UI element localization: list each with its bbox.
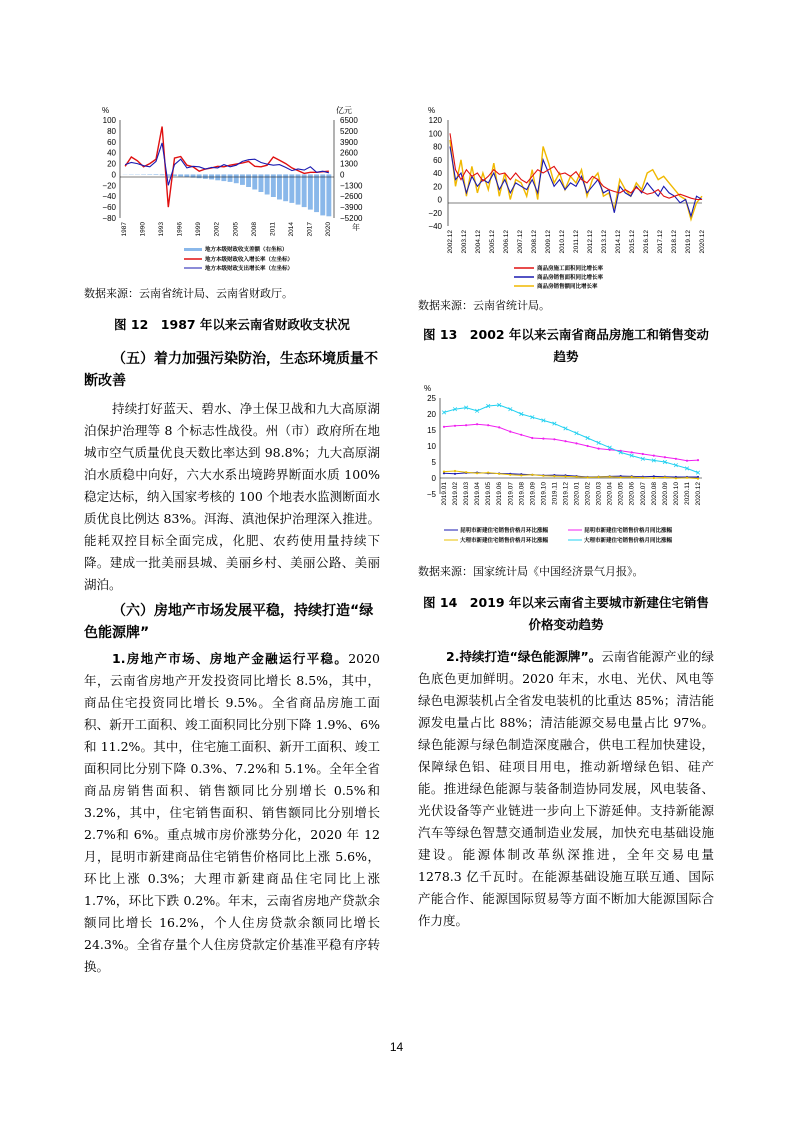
y-tick-left: 80 <box>107 126 116 136</box>
x-tick-label: 2019.10 <box>540 482 548 506</box>
data-point <box>487 424 489 426</box>
section5-body: 持续打好蓝天、碧水、净土保卫战和九大高原湖泊保护治理等 8 个标志性战役。州（市）政府所在地城市空气质量优良天数比率达到 98.8%；九大高原湖泊水质稳中向好，六大水系出境跨界断面水质 100%稳定达标，纳入国家考核的 100 个地表水监测断面水质优良比例达 83%。洱海、滇池保护治理深入推进。能耗双控目标全面完成，化肥、农药使用量持续下降。建成一批美丽县城、美丽乡村、美丽公路、美丽湖泊。 <box>84 401 380 592</box>
balance-bar <box>178 174 183 176</box>
data-point <box>531 474 533 476</box>
data-point <box>531 437 533 439</box>
data-point <box>487 472 489 474</box>
x-tick-label: 2020.12 <box>699 230 706 254</box>
y-tick-left: −40 <box>102 192 116 202</box>
x-tick-label: 2014 <box>287 222 295 237</box>
left-column <box>84 104 380 978</box>
y-tick-left: −80 <box>102 214 116 223</box>
balance-bar <box>277 174 282 199</box>
x-tick-label: 2015.12 <box>629 230 636 254</box>
data-point <box>454 473 456 475</box>
kunming-yoy-line <box>444 424 698 461</box>
data-point <box>443 471 445 473</box>
y-tick-right: 3900 <box>340 137 358 147</box>
unit-label: % <box>428 106 436 115</box>
x-tick-label: 2019.08 <box>518 482 526 506</box>
x-tick-label: 2007.12 <box>517 230 524 254</box>
balance-bar <box>289 174 294 203</box>
data-point <box>476 423 478 425</box>
legend-label-kunming-mom: 昆明市新建住宅销售价格月环比涨幅 <box>460 528 549 534</box>
data-point <box>664 476 666 478</box>
x-tick-label: 2020.03 <box>595 482 603 506</box>
y-tick: 10 <box>427 442 436 451</box>
green-energy-lead: 2.持续打造“绿色能源牌”。 <box>446 649 602 664</box>
data-point <box>664 456 666 458</box>
x-tick-label: 2019.01 <box>441 482 448 506</box>
data-point <box>686 460 688 462</box>
legend-label-dali-yoy: 大理市新建住宅销售价格月同比涨幅 <box>584 538 673 544</box>
x-tick-label: 2008 <box>250 222 258 237</box>
green-energy-body: 云南省能源产业的绿色底色更加鲜明。2020 年末，水电、光伏、风电等绿色电源装机占全省发电装机的比重达 85%；清洁能源发电量占比 88%；清洁能源交易电量占比 97%。绿色能源与绿色制造深度融合，供电工程加快建设，保障绿色铝、硅项目用电，推动新增绿色铝、硅产能。推进绿色能源与装备制造协同发展，风电装备、光伏设备等产业链进一步向上下游延伸。支持新能源汽车等绿色智慧交通制造业发展，加快充电基础设施建设。能源体制改革纵深推进，全年交易电量 1278.3 亿千瓦时。在能源基础设施互联互通、国际产能合作、能源国际贸易等方面不断加大能源国际合作力度。 <box>418 649 714 928</box>
legend <box>514 264 604 290</box>
balance-bar <box>252 174 257 189</box>
data-point <box>587 476 589 478</box>
green-energy-paragraph <box>418 646 714 932</box>
data-point <box>553 475 555 477</box>
fig13-caption: 图 13 2002 年以来云南省商品房施工和销售变动趋势 <box>423 327 709 364</box>
balance-bar <box>314 174 319 212</box>
data-point <box>653 477 655 479</box>
balance-bar <box>271 174 276 197</box>
data-point <box>631 451 633 453</box>
balance-bar <box>246 174 251 187</box>
y-tick: −20 <box>428 208 442 218</box>
data-point <box>587 445 589 447</box>
balance-bar <box>308 174 313 209</box>
y-tick: 5 <box>431 458 436 467</box>
balance-bars <box>123 174 332 216</box>
x-tick-label: 2019.06 <box>496 482 504 506</box>
legend <box>444 526 673 544</box>
balance-bar <box>154 174 159 175</box>
data-point <box>564 475 566 477</box>
left-unit-label: % <box>102 106 110 115</box>
x-tick-label: 2008.12 <box>531 230 538 254</box>
x-tick-label: 2005.12 <box>489 230 496 254</box>
y-tick-right: 2600 <box>340 148 358 158</box>
x-tick-label: 2018.12 <box>671 230 678 254</box>
x-tick-label: 2020.02 <box>584 482 592 506</box>
x-tick-label: 2014.12 <box>615 230 622 254</box>
section6-title: （六）房地产市场发展平稳，持续打造“绿色能源牌” <box>84 603 374 641</box>
balance-bar <box>203 174 208 178</box>
fig14-caption: 图 14 2019 年以来云南省主要城市新建住宅销售价格变动趋势 <box>423 595 709 632</box>
data-point <box>498 426 500 428</box>
real-estate-body: 2020 年，云南省房地产开发投资同比增长 8.5%，其中，商品住宅投资同比增长 9.5%。全省商品房施工面积、新开工面积、竣工面积同比分别下降 1.9%、6%和 11.2%。其中，住宅施工面积、新开工面积、竣工面积同比分别下降 0.3%、7.2%和 5.1%。全年全省商品房销售面积、销售额同比分别增长 0.5%和 3.2%，其中，住宅销售面积、销售额同比分别增长 2.7%和 6%。重点城市房价涨势分化，2020 年 12 月，昆明市新建商品住宅销售价格同比上涨 5.6%，环比上涨 0.3%；大理市新建商品住宅同比上涨 1.7%，环比下跌 0.2%。年末，云南省房地产贷款余额同比增长 16.2%，个人住房贷款余额同比增长 24.3%。全省存量个人住房贷款定价基准平稳有序转换。 <box>84 651 380 974</box>
x-tick-label: 2019.04 <box>474 482 482 506</box>
y-tick-left: 40 <box>107 148 116 158</box>
y-tick-right: −1300 <box>340 181 363 191</box>
x-tick-label: 2003.12 <box>461 230 468 254</box>
x-tick-label: 2012.12 <box>587 230 594 254</box>
data-point <box>454 425 456 427</box>
real-estate-paragraph <box>84 648 380 978</box>
y-tick-left: 100 <box>102 116 116 125</box>
data-point <box>675 477 677 479</box>
data-point <box>575 431 579 435</box>
y-tick: 120 <box>428 116 442 125</box>
legend-label-expenditure: 地方本级财政支出增长率（左坐标） <box>205 266 294 272</box>
data-point <box>520 474 522 476</box>
x-tick-label: 2005 <box>232 222 240 237</box>
x-tick-label: 2009.12 <box>545 230 552 254</box>
balance-bar <box>265 174 270 194</box>
x-tick-label: 2020.01 <box>573 482 581 506</box>
balance-bar <box>147 174 152 175</box>
balance-bar <box>221 174 226 181</box>
data-point <box>609 449 611 451</box>
x-tick-label: 2019.11 <box>551 482 559 506</box>
y-tick-left: −60 <box>102 203 116 213</box>
dali-yoy-line <box>444 405 698 473</box>
balance-bar <box>184 174 189 177</box>
data-point <box>520 434 522 436</box>
legend-label-kunming-yoy: 昆明市新建住宅销售价格月同比涨幅 <box>584 528 673 534</box>
legend-label-construction: 商品房施工面积同比增长率 <box>537 266 604 272</box>
data-point <box>686 477 688 479</box>
section5-title: （五）着力加强污染防治，生态环境质量不断改善 <box>84 351 378 389</box>
legend-label-balance: 地方本级财政收支差额（右坐标） <box>205 247 288 253</box>
data-point <box>564 427 568 431</box>
x-tick-label: 2011 <box>269 222 277 236</box>
y-tick: 0 <box>437 195 442 205</box>
x-tick-label: 2013.12 <box>601 230 608 254</box>
right-column <box>418 104 714 932</box>
fig12-caption: 图 12 1987 年以来云南省财政收支状况 <box>114 317 350 332</box>
legend-swatch-balance <box>184 248 202 251</box>
data-point <box>476 472 478 474</box>
y-tick-left: 20 <box>107 159 116 169</box>
x-tick-label: 2020.06 <box>628 482 636 506</box>
y-tick: 100 <box>428 129 442 139</box>
balance-bar <box>302 174 307 207</box>
real-estate-lead: 1.房地产市场、房地产金融运行平稳。 <box>112 651 349 666</box>
x-tick-label: 2020.12 <box>695 482 702 506</box>
data-point <box>553 438 555 440</box>
y-tick: 60 <box>433 155 442 165</box>
data-point <box>597 441 601 445</box>
data-point <box>697 478 699 480</box>
x-tick-label: 2020.04 <box>606 482 614 506</box>
x-tick-label: 2006.12 <box>503 230 510 254</box>
y-tick-right: 5200 <box>340 126 358 136</box>
y-tick: 20 <box>427 410 436 419</box>
x-tick-label: 1999 <box>195 222 203 237</box>
x-tick-label: 2010.12 <box>559 230 566 254</box>
y-axis-ticks <box>427 394 437 499</box>
y-tick: −5 <box>426 490 436 499</box>
legend-label-dali-mom: 大理市新建住宅销售价格月环比涨幅 <box>460 538 549 544</box>
data-point <box>542 475 544 477</box>
data-point <box>598 476 600 478</box>
fig13-source: 数据来源：云南省统计局。 <box>418 299 550 312</box>
y-axis-right-ticks <box>340 116 363 223</box>
y-tick-right: −2600 <box>340 192 363 202</box>
x-tick-label: 1996 <box>176 222 184 237</box>
x-tick-label: 2020.11 <box>684 482 691 506</box>
y-tick-left: −20 <box>102 181 116 191</box>
data-point <box>465 471 467 473</box>
y-tick: 40 <box>433 169 442 178</box>
x-axis-labels <box>441 482 702 506</box>
data-point <box>609 476 611 478</box>
legend-label-sales-area: 商品房销售面积同比增长率 <box>537 275 604 281</box>
y-tick-left: 60 <box>107 137 116 147</box>
data-point <box>498 473 500 475</box>
data-point <box>620 476 622 478</box>
data-point <box>443 426 445 428</box>
y-tick-right: 0 <box>340 170 345 180</box>
data-point <box>653 455 655 457</box>
y-tick-right: 1300 <box>340 159 358 169</box>
y-tick: −40 <box>428 222 442 231</box>
x-tick-label: 1990 <box>139 222 147 237</box>
x-tick-label: 2002.12 <box>447 230 454 254</box>
data-point <box>642 453 644 455</box>
x-tick-label: 2002 <box>213 222 221 237</box>
dali-yoy-markers <box>442 403 700 474</box>
legend-label-revenue: 地方本级财政收入增长率（左坐标） <box>205 257 294 263</box>
x-tick-label: 2020.07 <box>639 482 647 506</box>
data-point <box>509 431 511 433</box>
x-tick-label: 1987 <box>121 222 128 237</box>
data-point <box>509 474 511 476</box>
y-axis-left-ticks <box>102 116 116 223</box>
y-axis-ticks <box>428 116 442 231</box>
balance-bar <box>320 174 325 215</box>
balance-bar <box>228 174 233 182</box>
x-tick-label: 2020.10 <box>672 482 680 506</box>
balance-bar <box>326 174 331 216</box>
x-axis-labels <box>121 222 332 237</box>
x-axis-labels <box>447 230 706 254</box>
fig14-source: 数据来源：国家统计局《中国经济景气月报》。 <box>418 565 644 578</box>
x-tick-label: 1993 <box>158 222 166 237</box>
x-tick-label: 2019.07 <box>507 482 515 506</box>
x-tick-label: 2017 <box>306 222 314 237</box>
balance-bar <box>197 174 202 178</box>
data-point <box>564 440 566 442</box>
balance-bar <box>283 174 288 201</box>
x-tick-label: 2004.12 <box>475 230 482 254</box>
y-tick: 20 <box>433 182 442 192</box>
balance-bar <box>234 174 239 183</box>
x-tick-label: 2020 <box>325 222 332 237</box>
x-tick-label: 2019.05 <box>485 482 493 506</box>
x-tick-label: 2019.09 <box>529 482 537 506</box>
x-tick-label: 2020.05 <box>617 482 625 506</box>
x-tick-label: 2019.12 <box>562 482 570 506</box>
balance-bar <box>296 174 301 204</box>
data-point <box>598 448 600 450</box>
legend <box>184 245 293 272</box>
y-tick: 15 <box>427 426 436 435</box>
y-tick-right: −5200 <box>340 214 363 223</box>
city-housing-price-chart <box>418 382 714 550</box>
x-tick-label: 2019.03 <box>463 482 471 506</box>
x-tick-label: 2016.12 <box>643 230 650 254</box>
data-point <box>575 476 577 478</box>
sales-value-line <box>450 140 702 220</box>
data-point <box>575 442 577 444</box>
data-point <box>465 424 467 426</box>
data-point <box>631 476 633 478</box>
balance-bar <box>240 174 245 185</box>
balance-bar <box>215 174 220 180</box>
right-unit-suffix: 年 <box>352 223 360 232</box>
x-tick-label: 2011.12 <box>573 230 580 254</box>
page-number: 14 <box>389 1040 404 1054</box>
data-point <box>675 458 677 460</box>
x-tick-label: 2019.12 <box>685 230 692 254</box>
y-tick: 25 <box>427 394 436 403</box>
right-unit-label: 亿元 <box>336 106 352 115</box>
dali-mom-line <box>444 471 698 479</box>
x-tick-label: 2019.02 <box>452 482 459 506</box>
y-tick: 80 <box>433 142 442 152</box>
x-tick-label: 2017.12 <box>657 230 664 254</box>
data-point <box>642 477 644 479</box>
fiscal-chart <box>84 104 380 272</box>
data-point <box>542 438 544 440</box>
y-tick-left: 0 <box>111 170 116 180</box>
data-point <box>697 459 699 461</box>
y-tick-right: −3900 <box>340 203 363 213</box>
fig12-source: 数据来源：云南省统计局、云南省财政厅。 <box>84 287 293 300</box>
x-tick-label: 2020.08 <box>650 482 658 506</box>
x-tick-label: 2020.09 <box>661 482 669 506</box>
y-tick-right: 6500 <box>340 116 358 125</box>
data-point <box>454 470 456 472</box>
data-point <box>586 436 590 440</box>
y-tick: 0 <box>431 474 436 483</box>
housing-construction-sales-chart <box>418 104 714 292</box>
legend-label-sales-value: 商品房销售额同比增长率 <box>537 284 598 290</box>
unit-label: % <box>424 384 432 393</box>
balance-bar <box>160 174 165 175</box>
